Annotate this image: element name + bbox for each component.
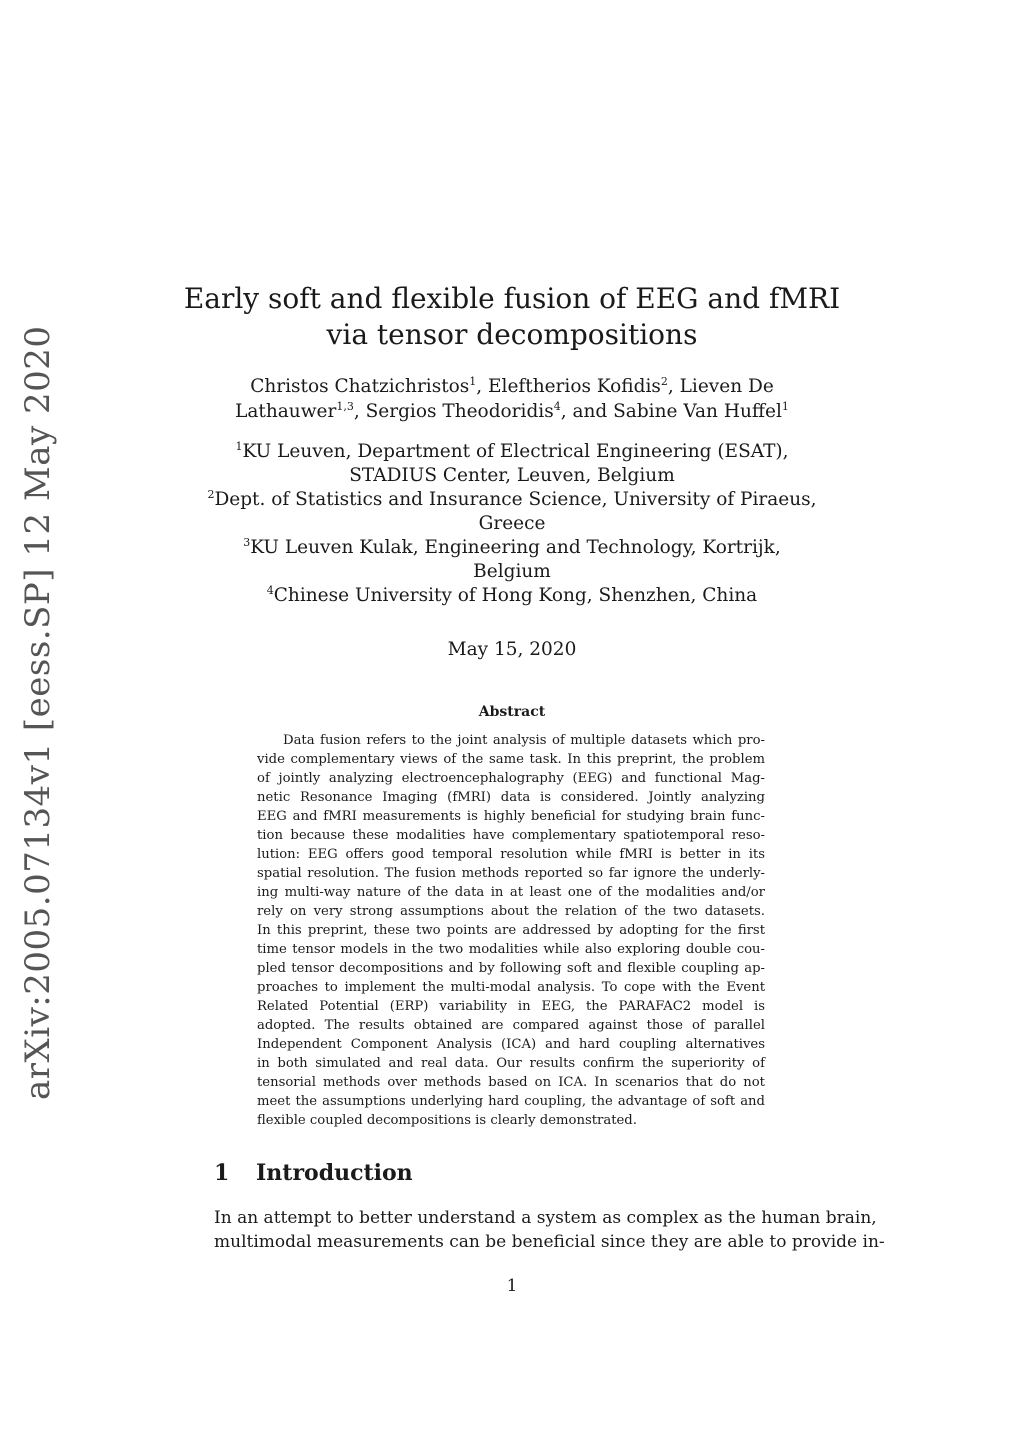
section-number: 1	[214, 1160, 230, 1186]
text-line: netic Resonance Imaging (fMRI) data is considered. Jointly analyzing	[257, 790, 765, 805]
text-line: in both simulated and real data. Our results confirm the superiority of	[257, 1056, 765, 1071]
abstract-heading: Abstract	[478, 704, 546, 720]
affiliation-mark: 1	[235, 439, 243, 453]
text-line: Related Potential (ERP) variability in EEG, the PARAFAC2 model is	[257, 999, 765, 1014]
author-affil-mark: 1	[781, 399, 789, 413]
author-name: , Eleftherios Kofidis	[476, 376, 661, 397]
author-affil-mark: 2	[660, 374, 668, 388]
introduction-paragraph	[214, 1206, 885, 1254]
title-line: Early soft and flexible fusion of EEG and fMRI	[183, 282, 841, 315]
affiliation	[0, 488, 1024, 536]
affiliation-text: Belgium	[473, 561, 551, 582]
text-line: Data fusion refers to the joint analysis of multiple datasets which pro-	[283, 733, 765, 748]
text-line: meet the assumptions underlying hard coupling, the advantage of soft and	[257, 1094, 765, 1109]
affiliation-mark: 2	[207, 487, 215, 501]
affiliation-mark: 4	[266, 583, 274, 597]
text-line: tion because these modalities have complementary spatiotemporal reso-	[257, 828, 765, 843]
author-line	[0, 399, 1024, 424]
affiliation-mark: 3	[243, 535, 251, 549]
text-line: In an attempt to better understand a system as complex as the human brain,	[214, 1208, 877, 1228]
author-list	[0, 374, 1024, 424]
publication-date: May 15, 2020	[447, 639, 577, 660]
affiliation-text: Dept. of Statistics and Insurance Science, University of Piraeus,	[214, 489, 817, 510]
affiliation-text: Chinese University of Hong Kong, Shenzhen, China	[273, 585, 758, 606]
text-line: adopted. The results obtained are compared against those of parallel	[257, 1018, 765, 1033]
text-line: pled tensor decompositions and by following soft and flexible coupling ap-	[257, 961, 765, 976]
text-line: ing multi-way nature of the data in at least one of the modalities and/or	[257, 885, 765, 900]
author-name: Christos Chatzichristos	[250, 376, 470, 397]
author-affil-mark: 1	[469, 374, 477, 388]
text-line: lution: EEG offers good temporal resolution while fMRI is better in its	[257, 847, 765, 862]
text-line: rely on very strong assumptions about the relation of the two datasets.	[257, 904, 765, 919]
section-heading	[214, 1160, 413, 1186]
text-line: EEG and fMRI measurements is highly beneficial for studying brain func-	[257, 809, 765, 824]
text-line: Independent Component Analysis (ICA) and hard coupling alternatives	[257, 1037, 765, 1052]
text-line: time tensor models in the two modalities while also exploring double cou-	[257, 942, 765, 957]
affiliation	[0, 440, 1024, 488]
page-number: 1	[506, 1276, 518, 1296]
affiliation-list	[0, 440, 1024, 608]
text-line: tensorial methods over methods based on ICA. In scenarios that do not	[257, 1075, 765, 1090]
text-line: multimodal measurements can be beneficial since they are able to provide in-	[214, 1232, 885, 1252]
title-line: via tensor decompositions	[326, 318, 698, 351]
text-line: spatial resolution. The fusion methods reported so far ignore the underly-	[257, 866, 765, 881]
abstract-body	[257, 731, 765, 1130]
affiliation-text: KU Leuven, Department of Electrical Engineering (ESAT),	[242, 441, 789, 462]
author-name: , Lieven De	[667, 376, 774, 397]
author-name: , and Sabine Van Huffel	[560, 401, 782, 422]
text-line: of jointly analyzing electroencephalography (EEG) and functional Mag-	[257, 771, 765, 786]
author-affil-mark: 1,3	[336, 399, 354, 413]
affiliation-text: KU Leuven Kulak, Engineering and Technology, Kortrijk,	[250, 537, 781, 558]
affiliation	[0, 584, 1024, 608]
author-name: Lathauwer	[235, 401, 337, 422]
affiliation-text: STADIUS Center, Leuven, Belgium	[349, 465, 675, 486]
affiliation-text: Greece	[478, 513, 546, 534]
affiliation	[0, 536, 1024, 584]
author-line	[0, 374, 1024, 399]
text-line: vide complementary views of the same task. In this preprint, the problem	[257, 752, 765, 767]
text-line: In this preprint, these two points are addressed by adopting for the first	[257, 923, 765, 938]
text-line: proaches to implement the multi-modal analysis. To cope with the Event	[257, 980, 765, 995]
arxiv-identifier: arXiv:2005.07134v1 [eess.SP] 12 May 2020	[18, 325, 58, 1100]
section-title: Introduction	[256, 1160, 413, 1186]
text-line: flexible coupled decompositions is clearly demonstrated.	[257, 1113, 637, 1128]
author-name: , Sergios Theodoridis	[353, 401, 554, 422]
paper-title	[0, 281, 1024, 353]
author-affil-mark: 4	[553, 399, 561, 413]
